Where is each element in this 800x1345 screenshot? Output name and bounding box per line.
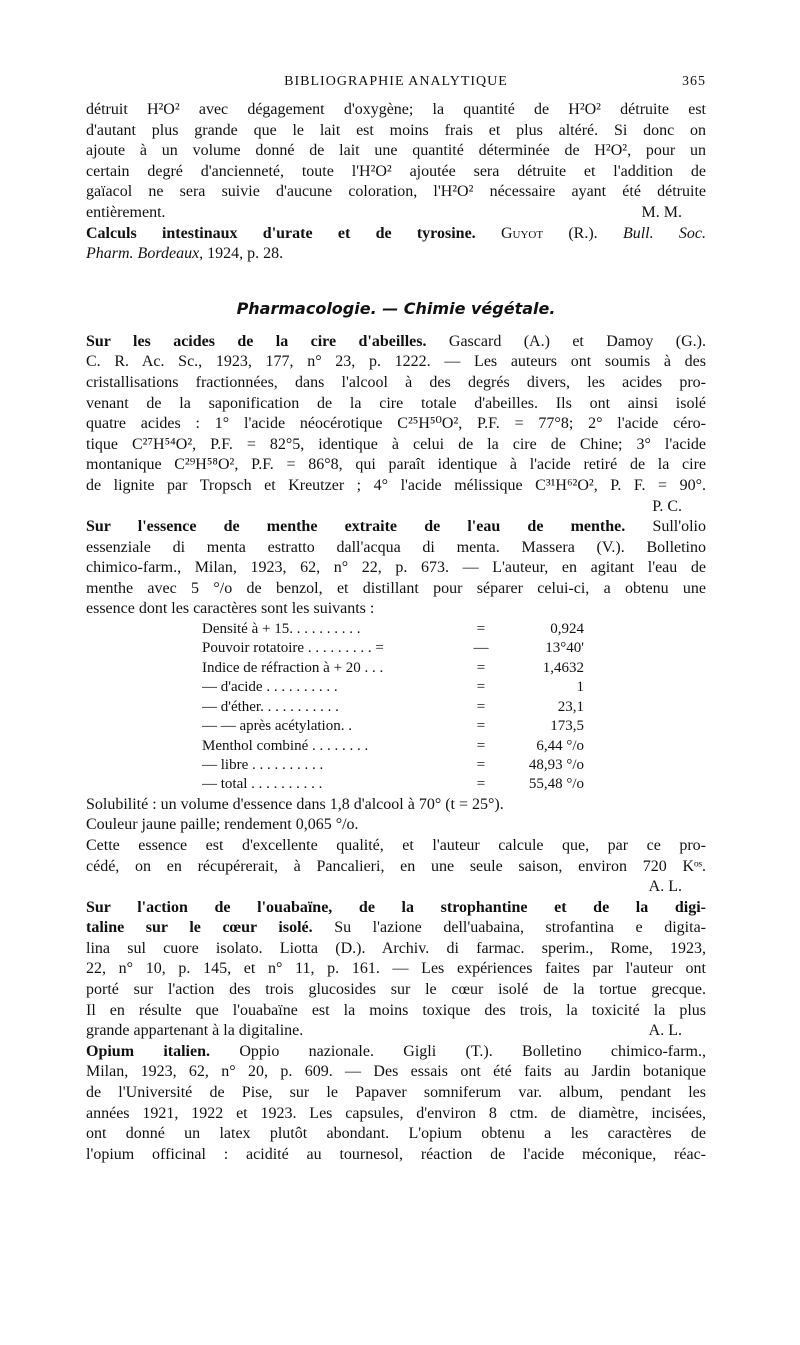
signature: A. L. (648, 878, 682, 896)
text-line: Solubilité : un volume d'essence dans 1,8 d'alcool à 70° (t = 25°). (86, 795, 504, 813)
signature-line (86, 1021, 706, 1042)
text-line: entièrement. (86, 203, 166, 221)
running-head (86, 74, 706, 100)
signature: P. C. (652, 497, 682, 515)
entry-first-line (86, 224, 706, 245)
text-line: porté sur l'action des trois glucosides sur le cœur isolé de la tortue grecque. (86, 981, 706, 999)
opium-entry (86, 1042, 706, 1166)
signature: M. M. (641, 203, 682, 221)
text-line: Il en résulte que l'ouabaïne est la moins toxique des trois, la toxicité la plus (86, 1001, 706, 1019)
entry-first-line: Opium italien. Oppio nazionale. Gigli (T.). Bolletino chimico-farm., (86, 1042, 706, 1060)
text-line: venant de la saponification de la cire totale d'abeilles. Ils ont ainsi isolé (86, 394, 706, 412)
text-line: Couleur jaune paille; rendement 0,065 °/o. (86, 816, 359, 834)
entry-title: Sur les acides de la cire d'abeilles. (86, 332, 427, 350)
running-title: BIBLIOGRAPHIE ANALYTIQUE (284, 74, 508, 89)
menthe-after (86, 795, 706, 898)
text-line: Milan, 1923, 62, n° 20, p. 609. — Des essais ont été faits au Jardin botanique (86, 1063, 706, 1081)
text-line: de l'Université de Pise, sur le Papaver somniferum var. album, pendant les (86, 1084, 706, 1102)
signature-line (86, 203, 706, 224)
text-line: ont donné un latex plutôt abondant. L'opium obtenu a les caractères de (86, 1125, 706, 1143)
text-line: grande appartenant à la digitaline. (86, 1022, 304, 1040)
table-row: — total . . . . . . . . . . = 55,48 °/o (202, 776, 584, 793)
text-line: quatre acides : 1° l'acide néocérotique C²⁵H⁵⁰O², P.F. = 77°8; 2° l'acide céro- (86, 415, 706, 433)
table-row: Menthol combiné . . . . . . . . = 6,44 °/o (202, 737, 584, 754)
entry-first-line: Sur l'essence de menthe extraite de l'eau de menthe. Sull'olio (86, 518, 707, 536)
section-heading: Pharmacologie. — Chimie végétale. (236, 298, 556, 318)
text-line: l'opium officinal : acidité au tournesol, réaction de l'acide méconique, réac- (86, 1145, 706, 1163)
entry-line: taline sur le cœur isolé. Su l'azione dell'uabaina, strofantina e digita- (86, 919, 707, 937)
entry-title: Sur l'action de l'ouabaïne, de la strophantine et de la digi- (86, 898, 706, 916)
entry-line: Pharm. Bordeaux, 1924, p. 28. (86, 245, 284, 263)
text-line: détruit H²O² avec dégagement d'oxygène; la quantité de H²O² détruite est (86, 101, 706, 118)
table-row: Densité à + 15. . . . . . . . . . = 0,924 (202, 621, 584, 638)
menthe-entry (86, 517, 706, 620)
text-line: 22, n° 10, p. 145, et n° 11, p. 161. — Les expériences faites par l'auteur ont (86, 960, 706, 978)
acides-entry (86, 332, 706, 517)
entry-title: Opium italien. (86, 1042, 211, 1060)
text-line: essenziale di menta estratto dall'acqua di menta. Massera (V.). Bolletino (86, 538, 706, 556)
text-line: cristallisations fractionnées, dans l'alcool à des degrés divers, les acides pro- (86, 373, 706, 391)
table-row: — — après acétylation. . = 173,5 (202, 718, 584, 735)
text-line: C. R. Ac. Sc., 1923, 177, n° 23, p. 1222. — Les auteurs ont soumis à des (86, 353, 706, 371)
text-line: cédé, on en récupérerait, à Pancalieri, en une seule saison, environ 720 Kᵒˢ. (86, 857, 706, 875)
intro-paragraph (86, 100, 706, 224)
text-line: essence dont les caractères sont les suivants : (86, 600, 375, 618)
entry-author: Guyot (R.). (500, 224, 598, 242)
text-line: années 1921, 1922 et 1923. Les capsules, d'environ 8 ctm. de diamètre, incisées, (86, 1104, 706, 1122)
table-row: Pouvoir rotatoire . . . . . . . . . = — 13°40' (202, 640, 584, 657)
table-row: — libre . . . . . . . . . . = 48,93 °/o (202, 756, 584, 773)
text-line: d'autant plus grande que le lait est moins frais et plus altéré. Si donc on (86, 121, 706, 139)
text-line: ajoute à un volume donné de lait une quantité déterminée de H²O², pour un (86, 142, 706, 160)
table-row: Indice de réfraction à + 20 . . . = 1,4632 (202, 659, 584, 676)
ouabaine-entry (86, 898, 706, 1042)
entry-journal: Bull. Soc. (622, 224, 706, 242)
entry-title: Calculs intestinaux d'urate et de tyrosine. (86, 224, 476, 242)
table-row: — d'acide . . . . . . . . . . = 1 (202, 679, 584, 696)
calculs-entry (86, 224, 706, 265)
text-line: montanique C²⁹H⁵⁸O², P.F. = 86°8, qui paraît identique à l'acide retiré de la cire (86, 456, 706, 474)
text-line: tique C²⁷H⁵⁴O², P.F. = 82°5, identique à celui de la cire de Chine; 3° l'acide (86, 435, 706, 453)
signature: A. L. (648, 1022, 682, 1040)
properties-table (202, 620, 584, 795)
text-line: gaïacol ne sera suivie d'aucune coloration, l'H²O² nécessaire ayant été détruite (86, 183, 706, 201)
table-row: — d'éther. . . . . . . . . . . = 23,1 (202, 698, 584, 715)
page (86, 74, 706, 1165)
text-line: Cette essence est d'excellente qualité, et l'auteur calcule que, par ce pro- (86, 836, 706, 854)
text-line: certain degré d'ancienneté, toute l'H²O² ajoutée sera détruite et l'addition de (86, 162, 706, 180)
entry-title: Sur l'essence de menthe extraite de l'eau de menthe. (86, 518, 626, 536)
text-line: de lignite par Tropsch et Kreutzer ; 4° l'acide mélissique C³¹H⁶²O², P. F. = 90°. (86, 476, 706, 494)
text-line: lina sul cuore isolato. Liotta (D.). Archiv. di farmac. sperim., Rome, 1923, (86, 939, 706, 957)
entry-first-line: Sur les acides de la cire d'abeilles. Gascard (A.) et Damoy (G.). (86, 332, 707, 350)
page-number: 365 (682, 74, 706, 89)
text-line: chimico-farm., Milan, 1923, 62, n° 22, p. 673. — L'auteur, en agitant l'eau de (86, 559, 706, 577)
text-line: menthe avec 5 °/o de benzol, et distillant pour séparer celui-ci, a obtenu une (86, 579, 706, 597)
